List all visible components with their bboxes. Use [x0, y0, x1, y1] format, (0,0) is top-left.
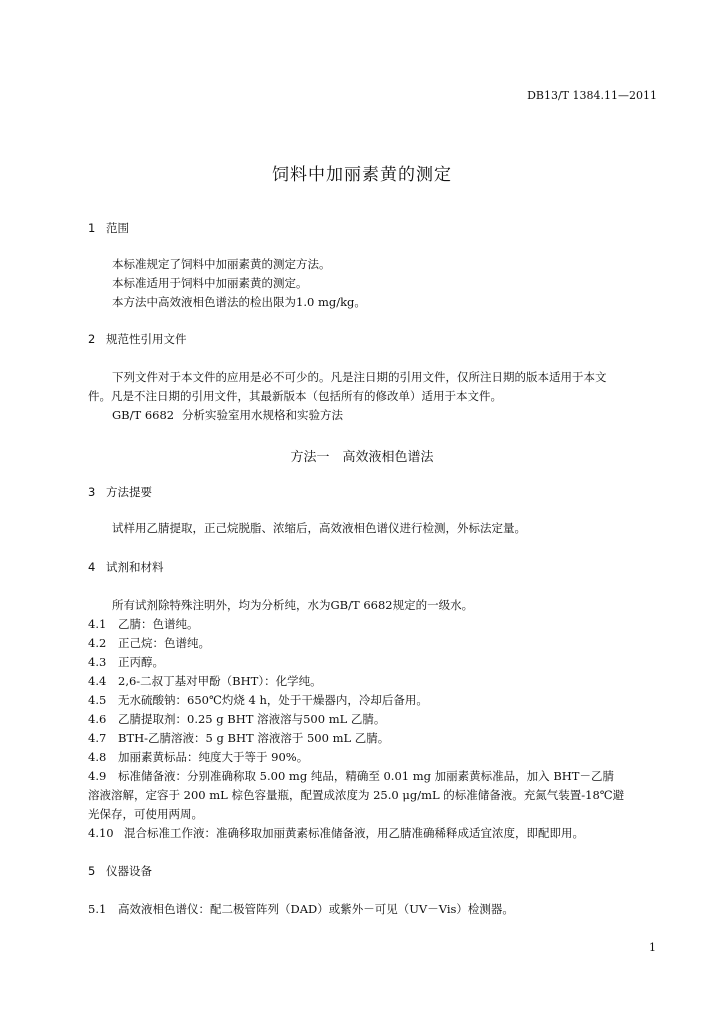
item-number: 5.1 [88, 902, 107, 916]
section-number: 1 [88, 221, 96, 235]
item-text: 乙腈：色谱纯。 [118, 617, 199, 631]
item-number: 4.6 [88, 712, 107, 726]
item-number: 4.2 [88, 636, 107, 650]
list-item [88, 730, 389, 746]
section-5-heading [88, 863, 152, 879]
item-number: 4.3 [88, 655, 107, 669]
list-item [88, 749, 308, 765]
paragraph-line: 所有试剂除特殊注明外，均为分析纯，水为GB/T 6682规定的一级水。 [112, 598, 474, 612]
standard-number: DB13/T 1384.11—2011 [527, 89, 657, 102]
item-number: 4.4 [88, 674, 107, 688]
list-item [88, 635, 210, 651]
document-title: 饲料中加丽素黄的测定 [272, 165, 452, 185]
section-title: 试剂和材料 [106, 560, 164, 574]
section-3-heading [88, 484, 152, 500]
section-number: 3 [88, 485, 96, 499]
item-text: 无水硫酸钠：650℃灼烧 4 h，处于干燥器内，冷却后备用。 [118, 693, 428, 707]
section-title: 方法提要 [106, 485, 152, 499]
paragraph-line: 试样用乙腈提取，正己烷脱脂、浓缩后，高效液相色谱仪进行检测，外标法定量。 [112, 521, 526, 535]
paragraph-line: 本方法中高效液相色谱法的检出限为1.0 mg/kg。 [112, 295, 366, 309]
item-number: 4.8 [88, 750, 107, 764]
paragraph-line: 件。凡是不注日期的引用文件，其最新版本（包括所有的修改单）适用于本文件。 [88, 389, 502, 403]
list-item [88, 616, 199, 632]
section-number: 5 [88, 864, 96, 878]
normative-reference [112, 407, 343, 423]
item-number: 4.5 [88, 693, 107, 707]
list-item [88, 711, 385, 727]
item-text: 高效液相色谱仪：配二极管阵列（DAD）或紫外－可见（UV－Vis）检测器。 [118, 902, 514, 916]
reference-title: 分析实验室用水规格和实验方法 [182, 408, 343, 422]
item-text: 乙腈提取剂：0.25 g BHT 溶液溶与500 mL 乙腈。 [118, 712, 386, 726]
section-number: 4 [88, 560, 96, 574]
list-item [88, 692, 428, 708]
item-text: 标准储备液：分别准确称取 5.00 mg 纯品，精确至 0.01 mg 加丽素黄标准品，加入 BHT－乙腈 [118, 769, 614, 783]
item-text: 混合标准工作液：准确移取加丽黄素标准储备液，用乙腈准确稀释成适宜浓度，即配即用。 [124, 826, 584, 840]
list-item [88, 768, 614, 784]
section-2-heading [88, 331, 187, 347]
list-item [88, 654, 164, 670]
section-1-heading [88, 220, 129, 236]
list-item [88, 901, 514, 917]
section-title: 规范性引用文件 [106, 332, 187, 346]
list-item [88, 673, 322, 689]
item-number: 4.10 [88, 826, 114, 840]
item-number: 4.7 [88, 731, 107, 745]
item-number: 4.9 [88, 769, 107, 783]
section-title: 仪器设备 [106, 864, 152, 878]
item-text: BTH-乙腈溶液：5 g BHT 溶液溶于 500 mL 乙腈。 [118, 731, 390, 745]
paragraph-line: 下列文件对于本文件的应用是必不可少的。凡是注日期的引用文件，仅所注日期的版本适用于本文 [112, 370, 607, 384]
method-heading: 方法一 高效液相色谱法 [290, 450, 434, 465]
section-title: 范围 [106, 221, 129, 235]
page-number: 1 [649, 941, 656, 954]
section-number: 2 [88, 332, 96, 346]
section-4-heading [88, 559, 164, 575]
item-text: 正丙醇。 [118, 655, 164, 669]
list-item [88, 825, 584, 841]
paragraph-line: 溶液溶解，定容于 200 mL 棕色容量瓶，配置成浓度为 25.0 μg/mL 的标准储备液。充氮气装置-18℃避 [88, 788, 625, 802]
item-text: 正己烷：色谱纯。 [118, 636, 210, 650]
item-number: 4.1 [88, 617, 107, 631]
item-text: 2,6-二叔丁基对甲酚（BHT）：化学纯。 [118, 674, 322, 688]
paragraph-line: 本标准适用于饲料中加丽素黄的测定。 [112, 276, 308, 290]
item-text: 加丽素黄标品：纯度大于等于 90%。 [118, 750, 309, 764]
reference-code: GB/T 6682 [112, 408, 175, 422]
paragraph-line: 光保存，可使用两周。 [88, 807, 203, 821]
paragraph-line: 本标准规定了饲料中加丽素黄的测定方法。 [112, 257, 331, 271]
